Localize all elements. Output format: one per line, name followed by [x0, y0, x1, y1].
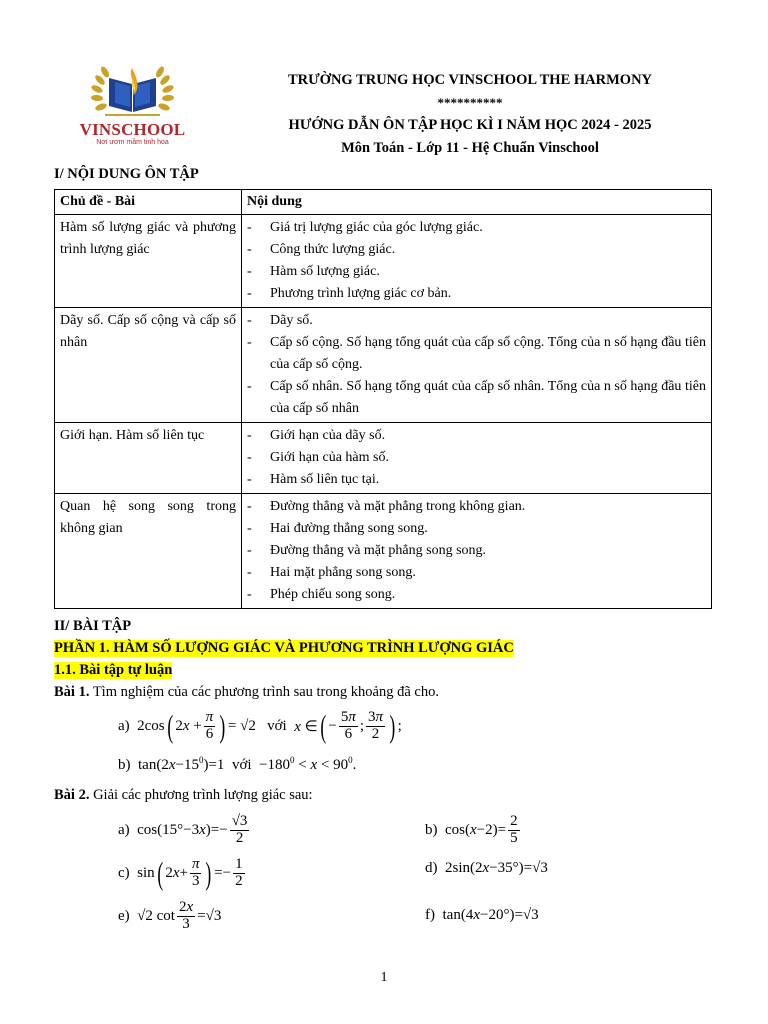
- exercise-1a-equation: a) 2cos ( 2x + $\frac{\pi}{6}$ ) = √2 với x ∈ ( − $\frac{5\pi}{6}$ ; $\frac{3\pi}{2}$ ) ;: [118, 708, 402, 744]
- exercise-1b-equation: b) $\tan(2x-15^0)=1$ với $-180^0 < x < 90^0$.: [118, 755, 357, 773]
- exercise-2e-equation: e) √2 cot $\frac{2x}{3}$ =√3: [118, 898, 222, 932]
- list-item: - Hàm số lượng giác.: [247, 264, 380, 279]
- content-cell: [242, 308, 712, 423]
- list-item: - Giá trị lượng giác của góc lượng giác.: [247, 220, 483, 235]
- col-content-header: Nội dung: [242, 190, 712, 215]
- book-laurel-icon: [75, 60, 190, 122]
- exercise-2c-equation: c) sin ( 2x+ $\frac{\pi}{3}$ ) =− $\frac{1}{2}$: [118, 855, 243, 891]
- exercise-2-prompt: Bài 2. Giải các phương trình lượng giác sau:: [54, 787, 313, 803]
- table-header-row: [55, 190, 712, 215]
- list-item: - Hàm số liên tục tại.: [247, 472, 380, 487]
- school-logo: [75, 60, 190, 150]
- list-item: - Đường thẳng và mặt phẳng song song.: [247, 543, 487, 558]
- table-row: [55, 423, 712, 494]
- table-row: [55, 215, 712, 308]
- table-row: [55, 494, 712, 609]
- content-cell: [242, 215, 712, 308]
- exercise-2b-equation: b) cos(x−2)= $\frac{2}{5}$: [425, 812, 518, 846]
- list-item: - Cấp số cộng. Số hạng tổng quát của cấp số cộng. Tổng của n số hạng đầu tiên của cấp số cộng.: [247, 335, 706, 372]
- section1-heading: I/ NỘI DUNG ÔN TẬP: [54, 166, 199, 182]
- part1-heading: PHẦN 1. HÀM SỐ LƯỢNG GIÁC VÀ PHƯƠNG TRÌNH LƯỢNG GIÁC: [54, 640, 514, 656]
- list-item: - Phương trình lượng giác cơ bản.: [247, 286, 452, 301]
- list-item: - Giới hạn của hàm số.: [247, 450, 389, 465]
- subsection-heading: 1.1. Bài tập tự luận: [54, 662, 173, 678]
- list-item: - Hai đường thẳng song song.: [247, 521, 428, 536]
- exercise-2d-equation: d) 2sin(2x−35°)=√3: [425, 860, 548, 876]
- topic-cell: Giới hạn. Hàm số liên tục: [55, 423, 242, 494]
- logo-brand-text: VINSCHOOL: [79, 120, 186, 139]
- list-item: - Dãy số.: [247, 313, 313, 328]
- topic-cell: Dãy số. Cấp số cộng và cấp số nhân: [55, 308, 242, 423]
- col-topic-header: Chủ đề - Bài: [55, 190, 242, 215]
- list-item: - Phép chiếu song song.: [247, 587, 396, 602]
- document-subtitle: Môn Toán - Lớp 11 - Hệ Chuẩn Vinschool: [341, 140, 599, 156]
- list-item: - Công thức lượng giác.: [247, 242, 396, 257]
- topic-cell: Quan hệ song song trong không gian: [55, 494, 242, 609]
- list-item: - Cấp số nhân. Số hạng tổng quát của cấp số nhân. Tổng của n số hạng đầu tiên của cấp số nhân: [247, 379, 706, 416]
- school-name: TRƯỜNG TRUNG HỌC VINSCHOOL THE HARMONY: [287, 72, 653, 88]
- list-item: - Hai mặt phẳng song song.: [247, 565, 416, 580]
- section2-heading: II/ BÀI TẬP: [54, 618, 132, 634]
- page-number: 1: [380, 970, 388, 985]
- content-cell: [242, 423, 712, 494]
- topic-cell: Hàm số lượng giác và phương trình lượng giác: [55, 215, 242, 308]
- table-row: [55, 308, 712, 423]
- header-stars: **********: [437, 95, 503, 110]
- review-content-table: [54, 189, 712, 609]
- list-item: - Giới hạn của dãy số.: [247, 428, 386, 443]
- logo-slogan: Nơi ươm mầm tinh hoa: [96, 139, 169, 146]
- content-cell: [242, 494, 712, 609]
- exercise-2f-equation: f) tan(4x−20°)=√3: [425, 907, 539, 923]
- exercise-1-prompt: Bài 1. Tìm nghiệm của các phương trình sau trong khoảng đã cho.: [54, 684, 439, 700]
- exercise-2a-equation: a) cos(15°−3x)=− $\frac{√3}{2}$: [118, 812, 248, 846]
- list-item: - Đường thẳng và mặt phẳng trong không gian.: [247, 499, 526, 514]
- document-title: HƯỚNG DẪN ÔN TẬP HỌC KÌ I NĂM HỌC 2024 - 2025: [288, 117, 652, 133]
